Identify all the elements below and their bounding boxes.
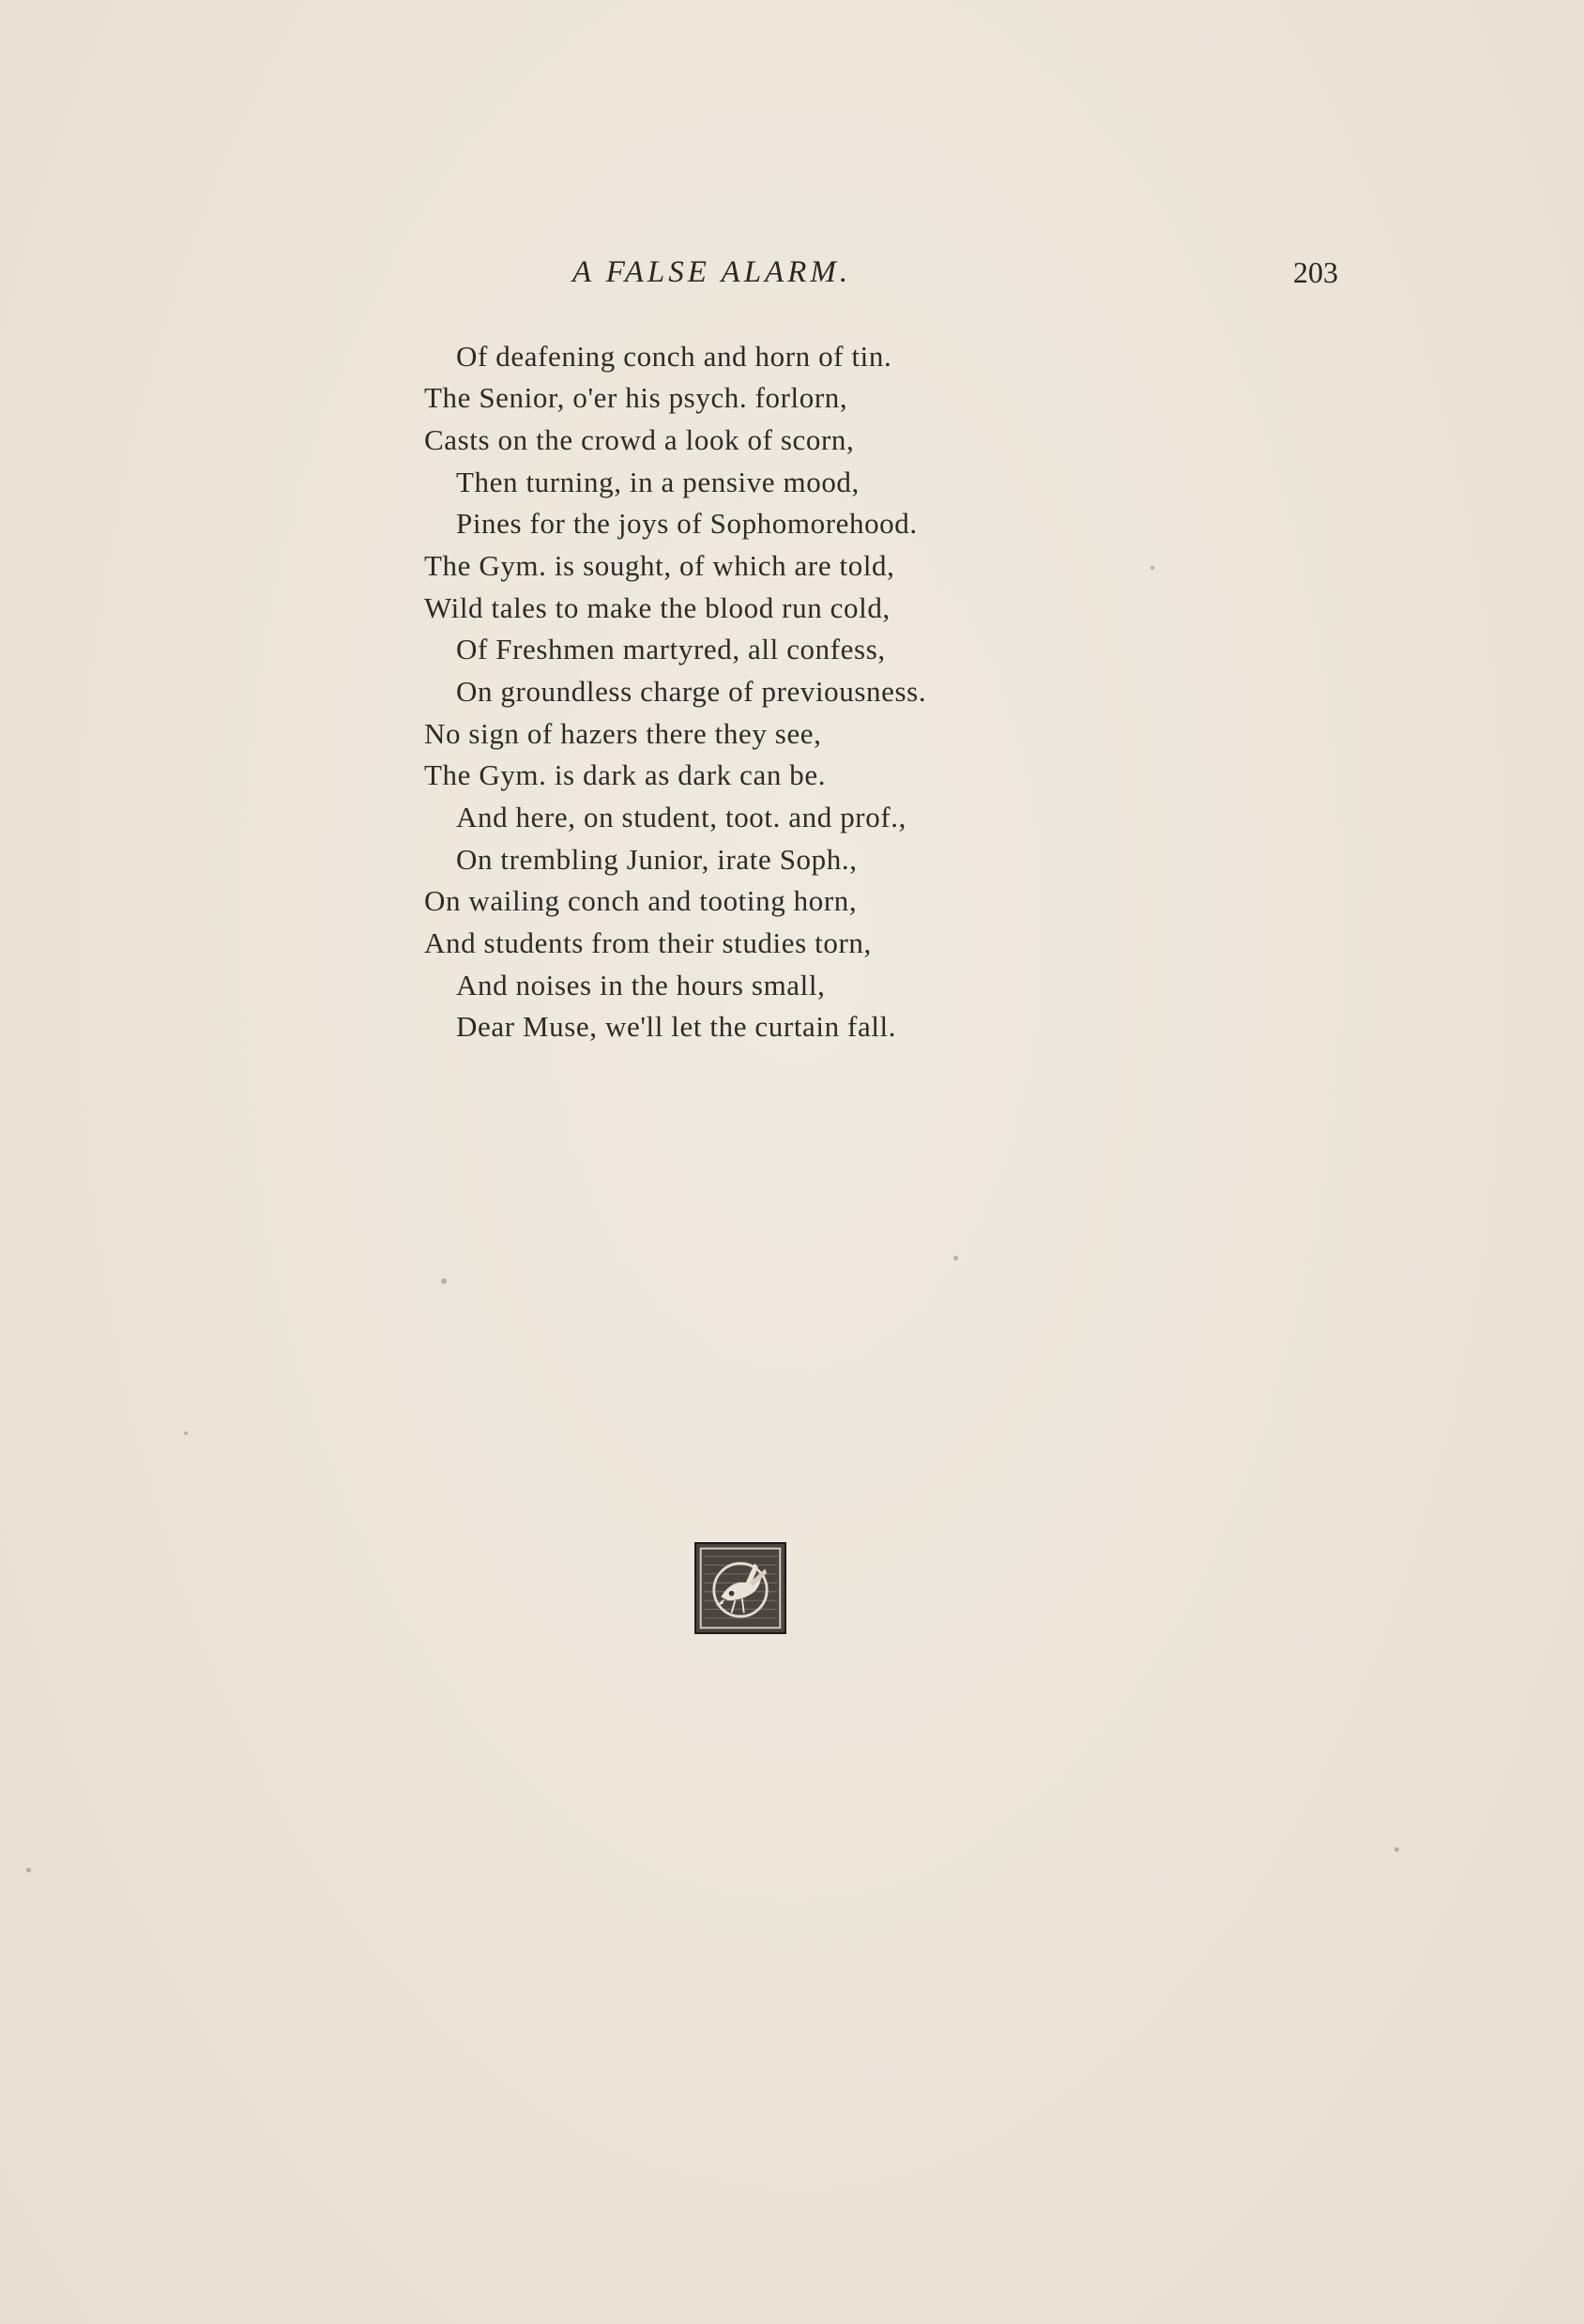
paper-speck [1394,1847,1399,1852]
poem-line: Of deafening conch and horn of tin. [456,340,892,373]
poem-line: No sign of hazers there they see, [424,717,822,750]
poem-line: On groundless charge of previousness. [456,675,927,708]
poem-line: On wailing conch and tooting horn, [424,884,858,917]
paper-speck [26,1868,31,1873]
poem-line: The Gym. is sought, of which are told, [424,549,895,582]
poem-line: Casts on the crowd a look of scorn, [424,423,855,456]
running-head [0,255,1584,302]
poem-line: Pines for the joys of Sophomorehood. [456,507,918,540]
running-title: A FALSE ALARM. [572,255,852,289]
poem-line: And here, on student, toot. and prof., [456,801,906,833]
poem-line: And noises in the hours small, [456,969,826,1001]
bird-tailpiece-icon [694,1542,786,1634]
paper-speck [184,1431,188,1435]
poem-line: And students from their studies torn, [424,926,872,959]
poem-line: Wild tales to make the blood run cold, [424,591,891,624]
paper-speck [1150,566,1154,570]
poem-line: Of Freshmen martyred, all confess, [456,633,886,665]
paper-speck [953,1256,958,1261]
poem-line: The Gym. is dark as dark can be. [424,758,827,791]
poem-line: On trembling Junior, irate Soph., [456,843,858,876]
poem-line: Dear Muse, we'll let the curtain fall. [456,1010,897,1043]
poem-line: The Senior, o'er his psych. forlorn, [424,381,848,414]
poem-line: Then turning, in a pensive mood, [456,466,860,498]
page-number: 203 [1293,255,1338,289]
paper-speck [441,1278,447,1284]
